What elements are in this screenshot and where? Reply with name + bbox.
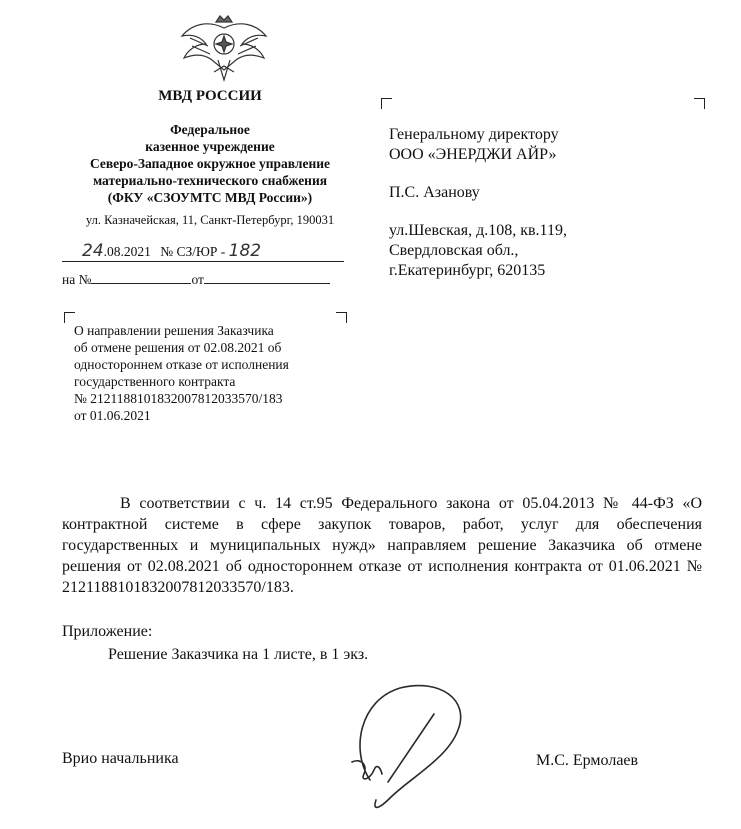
appendix-item: Решение Заказчика на 1 листе, в 1 экз. [108, 646, 369, 663]
letter-body: В соответствии с ч. 14 ст.95 Федерального закона от 05.04.2013 № 44-ФЗ «О контрактной системе в сфере закупок товаров, работ, услуг для обеспечения государственных и муниципальных нужд» направляем решение Заказчика об отмене решения от 02.08.2021 об одностороннем отказе от исполнения контракта от 01.06.2021 № 2121188101832007812033570/183. [62, 495, 702, 596]
subject-line: одностороннем отказе от исполнения [74, 357, 289, 372]
recipient-block [389, 125, 709, 281]
outgoing-number-label: № СЗ/ЮР - [160, 244, 226, 259]
subject-line: от 01.06.2021 [74, 408, 151, 423]
handwritten-number: 182 [228, 241, 262, 261]
registration-underline [62, 261, 344, 262]
recipient-address-line: Свердловская обл., [389, 242, 519, 259]
ministry-title: МВД РОССИИ [158, 88, 262, 104]
org-line: Северо-Западное окружное управление [89, 156, 331, 171]
signatory-name: М.С. Ермолаев [536, 752, 639, 769]
registration-line [62, 241, 346, 261]
recipient-title: Генеральному директору [389, 126, 559, 143]
recipient-address-line: ул.Шевская, д.108, кв.119, [389, 222, 567, 239]
recipient-name: П.С. Азанову [389, 184, 480, 201]
sender-address: ул. Казначейская, 11, Санкт-Петербург, 190031 [85, 213, 335, 227]
mvd-emblem-icon [178, 14, 270, 84]
subject-line: О направлении решения Заказчика [74, 323, 274, 338]
subject-line: № 2121188101832007812033570/183 [74, 391, 283, 406]
sender-header [60, 88, 360, 228]
handwritten-day: 24 [82, 241, 104, 261]
reply-from-label: от [191, 272, 204, 287]
recipient-company: ООО «ЭНЕРДЖИ АЙР» [389, 146, 557, 163]
signatory-role: Врио начальника [62, 750, 179, 767]
subject-line: государственного контракта [74, 374, 236, 389]
reply-to-label: на № [62, 272, 92, 287]
subject-line: об отмене решения от 02.08.2021 об [74, 340, 282, 355]
appendix-label: Приложение: [62, 623, 153, 640]
date-rest: .08.2021 [103, 244, 151, 259]
org-line: материально-технического снабжения [92, 173, 328, 188]
recipient-corner [381, 98, 392, 109]
org-line: казенное учреждение [145, 139, 275, 154]
reply-date-blank [204, 271, 330, 284]
reply-number-blank [91, 271, 191, 284]
recipient-address-line: г.Екатеринбург, 620135 [389, 262, 546, 279]
handwritten-signature [330, 670, 480, 820]
reference-line [62, 271, 346, 288]
org-line: (ФКУ «СЗОУМТС МВД России») [107, 190, 313, 205]
org-line: Федеральное [170, 122, 250, 137]
recipient-corner [694, 98, 705, 109]
subject-block [74, 322, 354, 424]
